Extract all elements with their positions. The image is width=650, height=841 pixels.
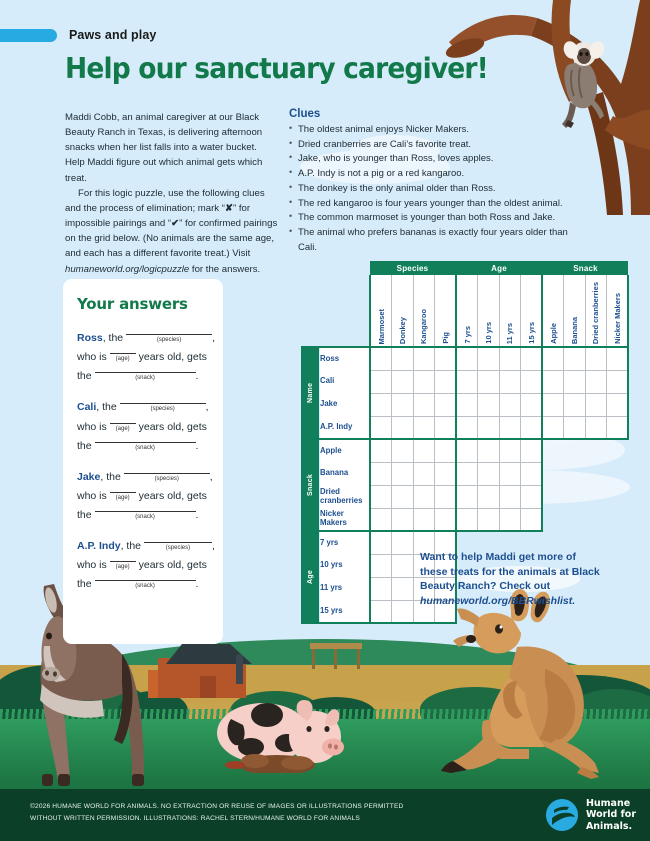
hint-age: (age) — [115, 356, 130, 363]
grid-cell[interactable] — [456, 439, 478, 462]
grid-cell[interactable] — [413, 347, 435, 370]
answer-line-species: Ross, the (species) , — [77, 332, 215, 345]
answer-who-is: who is — [77, 420, 107, 433]
grid-cell[interactable] — [413, 416, 435, 439]
answer-line-age — [77, 344, 209, 363]
answer-line-snack: the (snack) . — [77, 370, 199, 383]
grid-empty-cell — [585, 485, 607, 508]
grid-empty-cell — [607, 600, 629, 623]
grid-empty-cell — [607, 508, 629, 531]
grid-row-label: Ross — [320, 347, 370, 370]
species-blank[interactable] — [126, 334, 212, 335]
grid-empty-cell — [564, 485, 586, 508]
clue-item: • A.P. Indy is not a pig or a red kangaroo. — [289, 167, 589, 182]
grid-cell[interactable] — [392, 462, 414, 485]
grid-cell[interactable] — [585, 370, 607, 393]
grid-cell[interactable] — [413, 370, 435, 393]
grid-cell[interactable] — [370, 485, 392, 508]
grid-column-header: 15 yrs — [521, 275, 543, 347]
grid-empty-cell — [607, 485, 629, 508]
grid-cell[interactable] — [392, 485, 414, 508]
grid-cell[interactable] — [456, 370, 478, 393]
answer-the: the — [77, 370, 92, 383]
logo-line-3: Animals. — [585, 820, 633, 832]
wishlist-link[interactable]: humaneworld.org/BBRwishlist. — [420, 595, 576, 608]
grid-cell[interactable] — [392, 393, 414, 416]
answer-years: years old, gets — [138, 351, 207, 364]
answer-line-species: Cali, the (species) , — [77, 401, 209, 414]
grid-group-header: Snack — [542, 261, 628, 275]
answer-who-is: who is — [77, 489, 107, 502]
grid-cell[interactable] — [435, 370, 457, 393]
answer-line-snack: the (snack) . — [77, 439, 199, 452]
clue-item: • Jake, who is younger than Ross, loves apples. — [289, 152, 589, 167]
grid-cell[interactable] — [478, 393, 500, 416]
grid-cell[interactable] — [499, 393, 521, 416]
x-mark-glyph: ✘ — [224, 202, 234, 214]
grid-column-header: 11 yrs — [499, 275, 521, 347]
grid-row-label: 15 yrs — [320, 600, 370, 623]
answer-years: years old, gets — [138, 489, 207, 502]
grid-cell[interactable] — [435, 485, 457, 508]
grid-cell[interactable] — [392, 577, 414, 600]
intro-p2b: ” for impossible pairings and “ — [65, 202, 251, 230]
hint-species: (species) — [154, 475, 179, 482]
grid-cell[interactable] — [499, 439, 521, 462]
hint-snack: (snack) — [135, 583, 155, 590]
answers-title: Your answers — [77, 295, 188, 313]
grid-cell[interactable] — [392, 554, 414, 577]
answer-line-age — [77, 552, 209, 571]
grid-cell[interactable] — [564, 393, 586, 416]
wishlist-blurb — [420, 550, 600, 609]
grid-cell[interactable] — [456, 508, 478, 531]
answer-the: the — [108, 332, 124, 345]
grid-cell[interactable] — [435, 393, 457, 416]
grid-cell[interactable] — [521, 370, 543, 393]
grid-cell[interactable] — [478, 370, 500, 393]
answer-the: the — [77, 439, 92, 452]
answer-line-age — [77, 483, 209, 502]
grid-cell[interactable] — [370, 347, 392, 370]
grid-cell[interactable] — [413, 508, 435, 531]
intro-p2c: ” for confirmed pairings on the grid below. (No animals are the same age, and each has a different favorite treat.) Visit — [65, 218, 278, 260]
your-answers-card — [63, 279, 223, 644]
grid-row-category: Snack — [302, 439, 320, 531]
hint-snack: (snack) — [135, 514, 155, 521]
answer-the: the — [77, 578, 92, 591]
clues-section — [289, 108, 589, 255]
answer-name: Cali — [77, 401, 97, 414]
kicker-label: Paws and play — [69, 28, 157, 42]
grid-cell[interactable] — [478, 508, 500, 531]
hint-age: (age) — [115, 564, 130, 571]
grid-empty-cell — [564, 439, 586, 462]
grid-cell[interactable] — [607, 393, 629, 416]
snack-blank[interactable] — [95, 511, 196, 512]
snack-blank[interactable] — [95, 442, 196, 443]
grid-row-label: 7 yrs — [320, 531, 370, 554]
grid-column-header: Banana — [564, 275, 586, 347]
grid-cell[interactable] — [542, 393, 564, 416]
intro-paragraph-1: Maddi Cobb, an animal caregiver at our Black Beauty Ranch in Texas, is delivering afternoon snacks when her list falls into a water bucket. Help Maddi figure out which animal gets which treat. — [65, 112, 263, 184]
grid-cell[interactable] — [370, 370, 392, 393]
grid-cell[interactable] — [564, 370, 586, 393]
intro-p2a: For this logic puzzle, use the following clues and the process of elimination; mark “ — [65, 187, 265, 214]
grid-cell[interactable] — [435, 462, 457, 485]
grid-cell[interactable] — [521, 508, 543, 531]
age-blank[interactable] — [110, 423, 136, 424]
hint-snack: (snack) — [135, 375, 155, 382]
grid-cell[interactable] — [499, 416, 521, 439]
answer-line-snack: the (snack) . — [77, 509, 199, 522]
grid-cell[interactable] — [607, 370, 629, 393]
grid-column-header: Apple — [542, 275, 564, 347]
clue-item: • The animal who prefers bananas is exactly four years older than Cali. — [289, 226, 589, 255]
grid-row-label: A.P. Indy — [320, 416, 370, 439]
copyright — [30, 801, 460, 824]
grid-cell[interactable] — [521, 462, 543, 485]
hint-species: (species) — [165, 545, 191, 552]
grid-row-label: Apple — [320, 439, 370, 462]
age-blank[interactable] — [110, 492, 136, 493]
grid-cell[interactable] — [413, 462, 435, 485]
grid-row-label: 11 yrs — [320, 577, 370, 600]
answer-the: the — [77, 509, 92, 522]
shed-illustration — [310, 643, 362, 669]
clue-item: • The common marmoset is younger than both Ross and Jake. — [289, 211, 589, 226]
grid-cell[interactable] — [499, 370, 521, 393]
grid-cell[interactable] — [585, 393, 607, 416]
clues-title: Clues — [289, 108, 321, 120]
grid-empty-cell — [564, 462, 586, 485]
grid-cell[interactable] — [521, 439, 543, 462]
grid-row-label: 10 yrs — [320, 554, 370, 577]
grid-cell[interactable] — [585, 347, 607, 370]
grid-group-header-row — [302, 261, 628, 275]
grid-cell[interactable] — [370, 439, 392, 462]
grid-empty-cell — [607, 439, 629, 462]
grid-cell[interactable] — [413, 439, 435, 462]
answer-name: Ross — [77, 332, 103, 345]
grid-group-header: Age — [456, 261, 542, 275]
answer-line-snack: the (snack) . — [77, 578, 199, 591]
grid-cell[interactable] — [392, 347, 414, 370]
logicpuzzle-link[interactable]: humaneworld.org/logicpuzzle — [65, 263, 190, 275]
clue-item: • The oldest animal enjoys Nicker Makers. — [289, 123, 589, 138]
grid-cell[interactable] — [435, 439, 457, 462]
grid-group-header: Species — [370, 261, 456, 275]
species-blank[interactable] — [124, 473, 210, 474]
answer-entry — [77, 325, 215, 383]
grid-cell[interactable] — [392, 370, 414, 393]
grid-cell[interactable] — [370, 508, 392, 531]
grid-cell[interactable] — [456, 416, 478, 439]
table-row — [302, 416, 628, 439]
grid-cell[interactable] — [478, 416, 500, 439]
grid-cell[interactable] — [392, 600, 414, 623]
grid-column-header: 7 yrs — [456, 275, 478, 347]
grid-cell[interactable] — [478, 462, 500, 485]
grid-cell[interactable] — [370, 393, 392, 416]
answer-the: the — [102, 401, 117, 414]
logo-line-1: Humane — [585, 798, 631, 810]
answer-line-species: A.P. Indy, the (species) , — [77, 540, 215, 553]
grid-cell[interactable] — [585, 416, 607, 439]
grid-row-label: Nicker Makers — [320, 508, 370, 531]
age-blank[interactable] — [110, 561, 136, 562]
accent-bar — [0, 29, 57, 42]
hint-species: (species) — [156, 337, 182, 344]
grid-cell[interactable] — [370, 531, 392, 554]
intro-text — [65, 110, 279, 277]
answer-name: Jake — [77, 470, 101, 483]
grid-cell[interactable] — [370, 600, 392, 623]
answer-the: the — [126, 540, 142, 553]
grid-column-header: Marmoset — [370, 275, 392, 347]
grid-empty-cell — [542, 439, 564, 462]
clues-list — [289, 123, 589, 255]
grid-row-category: Age — [302, 531, 320, 623]
grid-cell[interactable] — [521, 416, 543, 439]
age-blank[interactable] — [110, 353, 136, 354]
grid-cell[interactable] — [435, 508, 457, 531]
grid-cell[interactable] — [370, 554, 392, 577]
intro-paragraph-2 — [65, 186, 279, 277]
grid-empty-cell — [607, 462, 629, 485]
grid-cell[interactable] — [499, 485, 521, 508]
clue-item: • The donkey is the only animal older than Ross. — [289, 182, 589, 197]
answer-years: years old, gets — [138, 420, 207, 433]
table-row — [302, 508, 628, 531]
grid-empty-cell — [542, 508, 564, 531]
grid-column-header: Donkey — [392, 275, 414, 347]
grid-cell[interactable] — [499, 508, 521, 531]
grid-empty-cell — [542, 462, 564, 485]
grid-empty-cell — [585, 462, 607, 485]
copyright-line-1: ©2026 HUMANE WORLD FOR ANIMALS. NO EXTRACTION OR REUSE OF IMAGES OR ILLUSTRATIONS PERMITTED — [30, 803, 404, 810]
grid-cell[interactable] — [564, 347, 586, 370]
answer-entry — [77, 464, 213, 522]
grid-cell[interactable] — [521, 393, 543, 416]
grid-cell[interactable] — [392, 531, 414, 554]
grid-empty-cell — [607, 554, 629, 577]
grid-empty-cell — [585, 508, 607, 531]
table-row — [302, 439, 628, 462]
intro-p2d: for the answers. — [189, 263, 261, 275]
logo-line-2: World for — [585, 809, 636, 821]
grid-cell[interactable] — [456, 462, 478, 485]
grid-empty-cell — [564, 508, 586, 531]
hint-species: (species) — [150, 406, 175, 413]
grid-cell[interactable] — [456, 485, 478, 508]
footer — [0, 789, 650, 841]
table-row — [302, 393, 628, 416]
species-blank[interactable] — [120, 403, 206, 404]
kicker — [0, 28, 156, 42]
snack-blank[interactable] — [95, 372, 196, 373]
grid-cell[interactable] — [413, 485, 435, 508]
grid-column-header-row — [302, 275, 628, 347]
grid-cell[interactable] — [435, 416, 457, 439]
grid-row-label: Dried cranberries — [320, 485, 370, 508]
grid-cell[interactable] — [392, 439, 414, 462]
table-row — [302, 462, 628, 485]
grid-empty-cell — [542, 485, 564, 508]
humane-world-logo-icon — [545, 798, 579, 832]
hint-age: (age) — [115, 425, 130, 432]
page-title: Help our sanctuary caregiver! — [65, 52, 488, 85]
grid-cell[interactable] — [521, 485, 543, 508]
grid-cell[interactable] — [392, 508, 414, 531]
grid-column-header: Pig — [435, 275, 457, 347]
answer-who-is: who is — [77, 559, 107, 572]
grid-cell[interactable] — [478, 347, 500, 370]
brand-wordmark — [586, 798, 636, 831]
answer-the: the — [106, 470, 121, 483]
grid-cell[interactable] — [478, 439, 500, 462]
copyright-line-2: WITHOUT WRITTEN PERMISSION. ILLUSTRATIONS: RACHEL STERN/HUMANE WORLD FOR ANIMALS — [30, 814, 360, 822]
answer-line-age — [77, 414, 209, 433]
answer-who-is: who is — [77, 351, 107, 364]
grid-cell[interactable] — [607, 347, 629, 370]
table-row — [302, 485, 628, 508]
grid-column-header: Kangaroo — [413, 275, 435, 347]
grid-cell[interactable] — [456, 393, 478, 416]
grid-row-label: Cali — [320, 370, 370, 393]
grid-empty-cell — [607, 577, 629, 600]
grid-cell[interactable] — [499, 462, 521, 485]
answer-years: years old, gets — [138, 559, 207, 572]
grid-cell[interactable] — [542, 347, 564, 370]
grid-cell[interactable] — [542, 370, 564, 393]
grid-cell[interactable] — [435, 347, 457, 370]
species-blank[interactable] — [144, 542, 212, 543]
grid-empty-cell — [585, 439, 607, 462]
grid-cell[interactable] — [370, 416, 392, 439]
answer-name: A.P. Indy — [77, 540, 121, 553]
hint-snack: (snack) — [135, 444, 155, 451]
grid-column-header: Dried cranberries — [585, 275, 607, 347]
grid-row-category: Name — [302, 347, 320, 439]
grid-cell[interactable] — [478, 485, 500, 508]
grid-column-header: Nicker Makers — [607, 275, 629, 347]
check-mark-glyph: ✔ — [171, 218, 180, 230]
grid-row-label: Jake — [320, 393, 370, 416]
hint-age: (age) — [115, 494, 130, 501]
answer-entry — [77, 533, 215, 591]
grid-cell[interactable] — [413, 393, 435, 416]
grid-cell[interactable] — [370, 577, 392, 600]
table-row — [302, 370, 628, 393]
grid-column-header: 10 yrs — [478, 275, 500, 347]
grid-cell[interactable] — [564, 416, 586, 439]
pig-illustration — [215, 685, 350, 773]
grid-cell[interactable] — [499, 347, 521, 370]
grid-cell[interactable] — [456, 347, 478, 370]
grid-cell[interactable] — [521, 347, 543, 370]
grid-cell[interactable] — [607, 416, 629, 439]
answer-line-species: Jake, the (species) , — [77, 470, 213, 483]
grid-cell[interactable] — [370, 462, 392, 485]
clue-item: • Dried cranberries are Cali’s favorite treat. — [289, 138, 589, 153]
snack-blank[interactable] — [95, 580, 196, 581]
grid-cell[interactable] — [542, 416, 564, 439]
grid-cell[interactable] — [392, 416, 414, 439]
grid-empty-cell — [607, 531, 629, 554]
grid-row-label: Banana — [320, 462, 370, 485]
clue-item: • The red kangaroo is four years younger than the oldest animal. — [289, 197, 589, 212]
wishlist-text: Want to help Maddi get more of these treats for the animals at Black Beauty Ranch? Check out — [420, 551, 600, 593]
answer-entry — [77, 394, 209, 451]
table-row — [302, 347, 628, 370]
brand-logo — [545, 798, 636, 832]
